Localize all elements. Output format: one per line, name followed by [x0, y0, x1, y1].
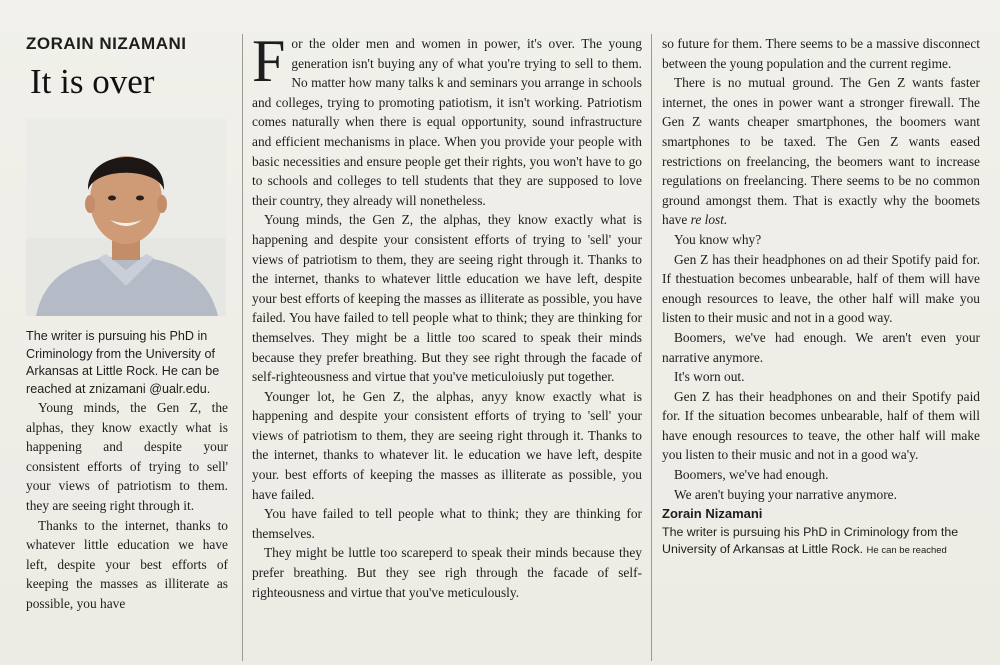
column3-paragraph: so future for them. There seems to be a massive disconnect between the young population and the current regime.	[662, 36, 980, 71]
column2-paragraph: Young minds, the Gen Z, the alphas, they know exactly what is happening and despite your consistent efforts of trying to 'sell' your views of patriotism to them, they are seeing right through it. Thanks to the internet, thanks to whatever little education we have left, despite your best efforts of keeping the masses as illiterate as possible, you have failed. You have failed to tell people what to think; they are thinking for themselves. They might be a little too scared to speak their minds because they prefer breathing. But they see right through the facade of self-righteousness and virtue that you've meticuloiusly put together.	[252, 212, 642, 385]
column1-paragraph: Thanks to the internet, thanks to whatever little education we have left, despite your best efforts of keeping the masses as illiterate as possible, you have	[26, 517, 228, 611]
middle-column	[252, 28, 642, 665]
signature-bio-text: The writer is pursuing his PhD in Criminology from the University of Arkansas at Little Rock.	[662, 524, 959, 557]
column3-paragraph-text: There is no mutual ground. The Gen Z wants faster internet, the ones in power want a stronger firewall. The Gen Z wants cheaper smartphones, the boomers want smartphones to be taxed. The Gen Z wants eased restrictions on freelancing, the beomers want to increase regulations on freelancing. There seems to be no common ground amongst them. That is exactly why the boomets have	[662, 75, 980, 228]
signature-name: Zorain Nizamani	[662, 506, 763, 522]
left-column	[26, 34, 228, 665]
author-name: ZORAIN NIZAMANI	[26, 34, 187, 53]
column2-paragraph: Younger lot, he Gen Z, the alphas, anyy know exactly what is happening and despite your consistent efforts of trying to 'sell' your views of patriotism to them, they are seeing right through it. Thanks to the internet, thanks to whatever lit. le education we have left, despite your. best efforts of keeping the masses as illiterate as possible, you have failed.	[252, 388, 642, 502]
column3-paragraph: Gen Z has their headphones on ad their Spotify paid for. If thestuation becomes unbearable, half of them will have enough resources to leave, the other half will make you listen to their music and not in a good way.	[662, 251, 980, 326]
column-divider	[242, 34, 243, 661]
column1-paragraph: Young minds, the Gen Z, the alphas, they know exactly what is happening and despite your consistent efforts of trying to sell' your views of patriotism to them. they are seeing right through it.	[26, 400, 228, 513]
lead-paragraph	[252, 28, 642, 210]
drop-cap: F	[252, 28, 286, 94]
column3-paragraph	[662, 73, 980, 230]
right-column	[662, 34, 980, 665]
column3-paragraph: Boomers, we've had enough. We aren't even your narrative anymore.	[662, 329, 980, 365]
signature-bio	[662, 524, 980, 560]
column3-paragraph: Boomers, we've had enough.	[674, 467, 829, 483]
signature-bio-tail: He can be reached	[866, 545, 947, 557]
column2-paragraph: You have failed to tell people what to think; they are thinking for themselves.	[252, 506, 642, 541]
author-portrait-icon	[26, 118, 226, 316]
column-divider	[651, 34, 652, 661]
italic-phrase: re lost.	[690, 212, 728, 228]
column3-paragraph: We aren't buying your narrative anymore.	[674, 486, 897, 502]
author-photo	[26, 118, 226, 316]
column3-paragraph: Gen Z has their headphones on and their Spotify paid for. If the situation becomes unbearable, half of them will have enough resources to teave, the other half will make you listen to their music and not in a good wa'y.	[662, 388, 980, 463]
lead-paragraph-text: or the older men and women in power, it's over. The young generation isn't buying any of what you're trying to sell to them. No matter how many talks k and seminars you arrange in schools and colleges, trying to promoting patiotism, it isn't working. Patriotism comes naturally when there is equal opportunity, sound infrastructure and efficient mechanisms in place. When you provide your people with basic necessities and ensure people get their rights, you won't have to go to schools and colleges to tell students that they are supposed to love their country, they already will nonetheless.	[252, 36, 642, 208]
column2-paragraph: They might be luttle too scareperd to speak their minds because they prefer breathing. But they see righ through the facade of self-righteousness and virtue that you've meticulously.	[252, 545, 642, 600]
column3-paragraph: It's worn out.	[674, 369, 745, 385]
column3-paragraph: You know why?	[674, 231, 762, 247]
author-bio: The writer is pursuing his PhD in Criminology from the University of Arkansas at Little Rock. He can be reached at znizamani @ualr.edu.	[26, 329, 220, 396]
headline: It is over	[30, 62, 155, 101]
